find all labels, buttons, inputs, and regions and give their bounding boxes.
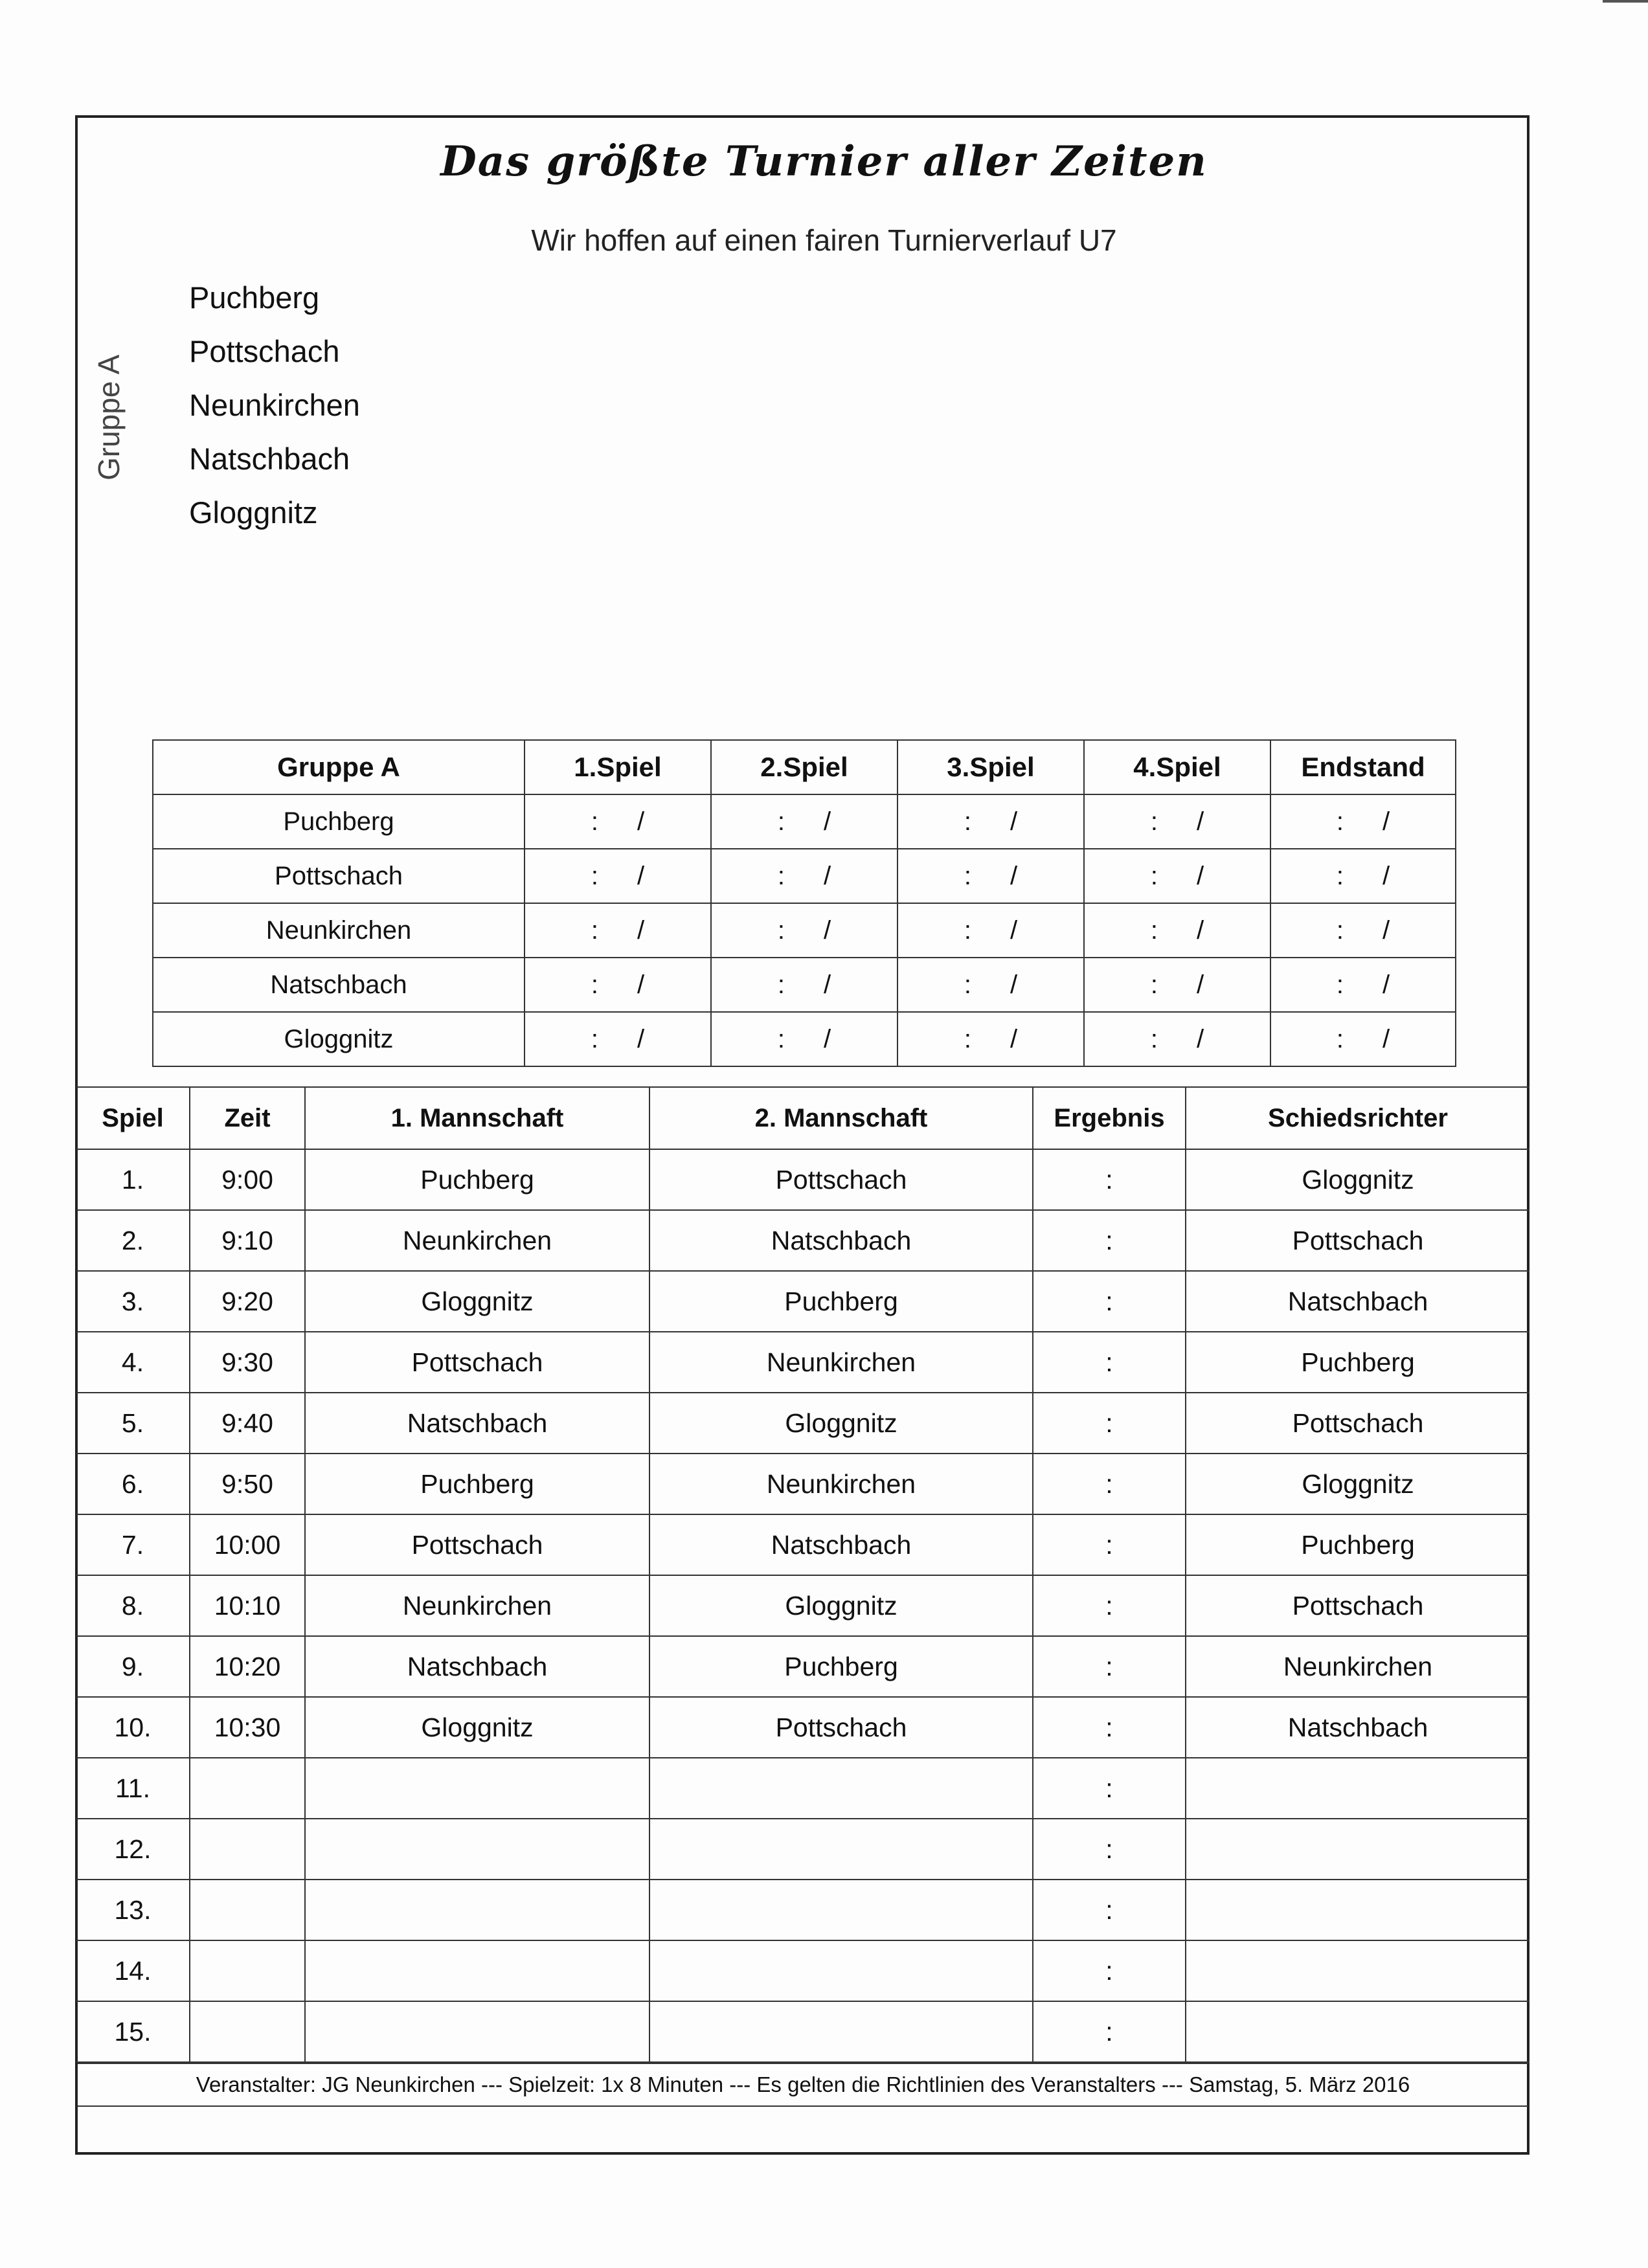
schedule-row [76, 1880, 1529, 1940]
score-slash: / [824, 915, 831, 945]
referee: Neunkirchen [1186, 1636, 1529, 1697]
referee: Gloggnitz [1186, 1149, 1529, 1210]
team-one: Neunkirchen [305, 1575, 649, 1636]
score-slash: / [1010, 970, 1018, 999]
score-slash: / [1197, 807, 1204, 836]
team-one: Pottschach [305, 1332, 649, 1393]
team-list-item: Neunkirchen [189, 388, 360, 422]
standings-score-cell [525, 1012, 711, 1066]
match-time: 9:00 [190, 1149, 305, 1210]
document-title: Das größte Turnier aller Zeiten [440, 137, 1208, 186]
match-result: : [1033, 1940, 1186, 2001]
schedule-row [76, 1697, 1529, 1758]
referee [1186, 1819, 1529, 1880]
score-colon: : [964, 970, 971, 999]
team-one [305, 1940, 649, 2001]
team-one [305, 1758, 649, 1819]
standings-header: Endstand [1270, 740, 1456, 794]
score-colon: : [1150, 970, 1158, 999]
score-slash: / [1010, 1024, 1018, 1053]
match-time: 9:20 [190, 1271, 305, 1332]
referee: Natschbach [1186, 1271, 1529, 1332]
score-slash: / [1383, 861, 1390, 890]
score-colon: : [591, 807, 598, 836]
score-colon: : [1336, 861, 1344, 890]
match-result: : [1033, 1575, 1186, 1636]
scan-edge-mark [1603, 0, 1648, 3]
score-colon: : [1150, 807, 1158, 836]
score-colon: : [777, 807, 785, 836]
team-one: Pottschach [305, 1514, 649, 1575]
standings-score-cell [897, 794, 1084, 849]
team-two: Neunkirchen [649, 1332, 1033, 1393]
score-colon: : [777, 1024, 785, 1053]
match-result: : [1033, 1332, 1186, 1393]
score-colon: : [964, 807, 971, 836]
match-time: 10:00 [190, 1514, 305, 1575]
match-number: 3. [76, 1271, 190, 1332]
standings-row [153, 1012, 1456, 1066]
match-time: 10:30 [190, 1697, 305, 1758]
score-colon: : [1150, 1024, 1158, 1053]
standings-row [153, 903, 1456, 958]
standings-score-cell [525, 849, 711, 903]
schedule-header: Spiel [76, 1087, 190, 1149]
score-slash: / [1010, 915, 1018, 945]
score-slash: / [1010, 807, 1018, 836]
schedule-row [76, 1332, 1529, 1393]
referee: Pottschach [1186, 1575, 1529, 1636]
group-label-vertical: Gruppe A [92, 354, 126, 480]
standings-header: Gruppe A [153, 740, 525, 794]
score-colon: : [591, 861, 598, 890]
team-list-item: Puchberg [189, 280, 320, 315]
team-two [649, 1819, 1033, 1880]
match-time: 10:10 [190, 1575, 305, 1636]
match-time [190, 1819, 305, 1880]
score-slash: / [1197, 970, 1204, 999]
score-slash: / [1197, 861, 1204, 890]
score-slash: / [1383, 807, 1390, 836]
match-time: 9:10 [190, 1210, 305, 1271]
match-number: 1. [76, 1149, 190, 1210]
score-colon: : [964, 915, 971, 945]
schedule-header: 1. Mannschaft [305, 1087, 649, 1149]
standings-score-cell [1084, 794, 1270, 849]
schedule-row [76, 1758, 1529, 1819]
score-slash: / [824, 861, 831, 890]
score-colon: : [777, 861, 785, 890]
referee: Pottschach [1186, 1210, 1529, 1271]
schedule-row [76, 1393, 1529, 1454]
match-time: 9:30 [190, 1332, 305, 1393]
team-two: Pottschach [649, 1697, 1033, 1758]
referee [1186, 1940, 1529, 2001]
referee: Gloggnitz [1186, 1454, 1529, 1514]
standings-score-cell [525, 958, 711, 1012]
score-colon: : [964, 1024, 971, 1053]
standings-score-cell [1084, 958, 1270, 1012]
score-slash: / [824, 970, 831, 999]
team-one [305, 1819, 649, 1880]
match-number: 13. [76, 1880, 190, 1940]
match-time [190, 1758, 305, 1819]
standings-row [153, 849, 1456, 903]
team-one: Gloggnitz [305, 1697, 649, 1758]
standings-score-cell [897, 958, 1084, 1012]
team-list [189, 275, 360, 543]
schedule-header: 2. Mannschaft [649, 1087, 1033, 1149]
score-slash: / [637, 970, 645, 999]
match-time: 10:20 [190, 1636, 305, 1697]
schedule-row [76, 2001, 1529, 2062]
score-colon: : [964, 861, 971, 890]
score-slash: / [1197, 915, 1204, 945]
match-number: 15. [76, 2001, 190, 2062]
schedule-row [76, 1575, 1529, 1636]
match-number: 9. [76, 1636, 190, 1697]
team-two [649, 2001, 1033, 2062]
match-number: 4. [76, 1332, 190, 1393]
standings-row [153, 958, 1456, 1012]
team-one: Puchberg [305, 1149, 649, 1210]
standings-score-cell [1270, 903, 1456, 958]
match-result: : [1033, 1697, 1186, 1758]
match-result: : [1033, 1819, 1186, 1880]
team-list-item: Natschbach [189, 442, 350, 476]
score-slash: / [1383, 1024, 1390, 1053]
score-colon: : [1150, 861, 1158, 890]
team-one: Natschbach [305, 1393, 649, 1454]
match-number: 5. [76, 1393, 190, 1454]
score-slash: / [637, 861, 645, 890]
standings-score-cell [1270, 849, 1456, 903]
team-two: Natschbach [649, 1210, 1033, 1271]
standings-score-cell [1084, 849, 1270, 903]
standings-score-cell [1084, 1012, 1270, 1066]
match-result: : [1033, 1758, 1186, 1819]
match-result: : [1033, 1210, 1186, 1271]
team-one [305, 1880, 649, 1940]
score-colon: : [1336, 915, 1344, 945]
score-slash: / [1383, 970, 1390, 999]
team-one [305, 2001, 649, 2062]
score-colon: : [591, 915, 598, 945]
standings-score-cell [525, 903, 711, 958]
standings-team-name: Gloggnitz [153, 1012, 525, 1066]
match-time [190, 2001, 305, 2062]
standings-score-cell [1270, 958, 1456, 1012]
score-colon: : [591, 970, 598, 999]
match-number: 2. [76, 1210, 190, 1271]
referee [1186, 1880, 1529, 1940]
score-slash: / [824, 807, 831, 836]
referee: Natschbach [1186, 1697, 1529, 1758]
standings-team-name: Pottschach [153, 849, 525, 903]
standings-score-cell [711, 958, 897, 1012]
standings-score-cell [711, 794, 897, 849]
team-two: Puchberg [649, 1636, 1033, 1697]
match-result: : [1033, 1636, 1186, 1697]
standings-row [153, 794, 1456, 849]
standings-score-cell [711, 903, 897, 958]
team-two: Natschbach [649, 1514, 1033, 1575]
standings-score-cell [525, 794, 711, 849]
score-colon: : [1336, 1024, 1344, 1053]
match-number: 11. [76, 1758, 190, 1819]
schedule-header-row [76, 1087, 1529, 1149]
standings-team-name: Natschbach [153, 958, 525, 1012]
standings-score-cell [1270, 794, 1456, 849]
standings-table [152, 739, 1456, 1067]
referee: Puchberg [1186, 1514, 1529, 1575]
score-colon: : [777, 915, 785, 945]
schedule-row [76, 1271, 1529, 1332]
standings-score-cell [1084, 903, 1270, 958]
schedule-row [76, 1210, 1529, 1271]
score-slash: / [1197, 1024, 1204, 1053]
match-result: : [1033, 1393, 1186, 1454]
score-colon: : [777, 970, 785, 999]
team-two: Neunkirchen [649, 1454, 1033, 1514]
score-colon: : [1336, 807, 1344, 836]
schedule-header: Zeit [190, 1087, 305, 1149]
standings-score-cell [897, 1012, 1084, 1066]
team-one: Neunkirchen [305, 1210, 649, 1271]
schedule-row [76, 1149, 1529, 1210]
schedule-row [76, 1819, 1529, 1880]
standings-header: 2.Spiel [711, 740, 897, 794]
match-time [190, 1940, 305, 2001]
team-two: Gloggnitz [649, 1575, 1033, 1636]
schedule-row [76, 1454, 1529, 1514]
standings-header: 3.Spiel [897, 740, 1084, 794]
match-result: : [1033, 1271, 1186, 1332]
team-list-item: Pottschach [189, 334, 340, 368]
team-two: Gloggnitz [649, 1393, 1033, 1454]
schedule-row [76, 1940, 1529, 2001]
referee [1186, 1758, 1529, 1819]
team-two [649, 1880, 1033, 1940]
match-number: 12. [76, 1819, 190, 1880]
team-one: Puchberg [305, 1454, 649, 1514]
match-number: 14. [76, 1940, 190, 2001]
score-slash: / [1383, 915, 1390, 945]
standings-score-cell [711, 849, 897, 903]
standings-score-cell [897, 849, 1084, 903]
schedule-row [76, 1636, 1529, 1697]
score-slash: / [637, 1024, 645, 1053]
score-slash: / [824, 1024, 831, 1053]
team-two: Puchberg [649, 1271, 1033, 1332]
schedule-row [76, 1514, 1529, 1575]
match-result: : [1033, 1149, 1186, 1210]
standings-score-cell [1270, 1012, 1456, 1066]
match-number: 6. [76, 1454, 190, 1514]
match-result: : [1033, 1454, 1186, 1514]
standings-header: 4.Spiel [1084, 740, 1270, 794]
schedule-table [76, 1086, 1529, 2063]
team-two [649, 1758, 1033, 1819]
match-number: 10. [76, 1697, 190, 1758]
match-time: 9:40 [190, 1393, 305, 1454]
team-two [649, 1940, 1033, 2001]
match-result: : [1033, 1514, 1186, 1575]
referee [1186, 2001, 1529, 2062]
score-slash: / [637, 915, 645, 945]
standings-team-name: Neunkirchen [153, 903, 525, 958]
schedule-header: Ergebnis [1033, 1087, 1186, 1149]
standings-score-cell [897, 903, 1084, 958]
match-time: 9:50 [190, 1454, 305, 1514]
standings-team-name: Puchberg [153, 794, 525, 849]
match-result: : [1033, 2001, 1186, 2062]
score-slash: / [1010, 861, 1018, 890]
team-one: Gloggnitz [305, 1271, 649, 1332]
team-list-item: Gloggnitz [189, 495, 318, 530]
team-one: Natschbach [305, 1636, 649, 1697]
standings-score-cell [711, 1012, 897, 1066]
score-colon: : [1150, 915, 1158, 945]
referee: Puchberg [1186, 1332, 1529, 1393]
team-two: Pottschach [649, 1149, 1033, 1210]
match-time [190, 1880, 305, 1940]
match-result: : [1033, 1880, 1186, 1940]
score-colon: : [1336, 970, 1344, 999]
match-number: 8. [76, 1575, 190, 1636]
schedule-header: Schiedsrichter [1186, 1087, 1529, 1149]
standings-header: 1.Spiel [525, 740, 711, 794]
footer-note: Veranstalter: JG Neunkirchen --- Spielzeit: 1x 8 Minuten --- Es gelten die Richtlinien des Veranstalters --- Samstag, 5. März 2016 [78, 2063, 1528, 2107]
score-colon: : [591, 1024, 598, 1053]
score-slash: / [637, 807, 645, 836]
document-subtitle: Wir hoffen auf einen fairen Turnierverlauf U7 [531, 223, 1117, 257]
referee: Pottschach [1186, 1393, 1529, 1454]
standings-header-row [153, 740, 1456, 794]
match-number: 7. [76, 1514, 190, 1575]
